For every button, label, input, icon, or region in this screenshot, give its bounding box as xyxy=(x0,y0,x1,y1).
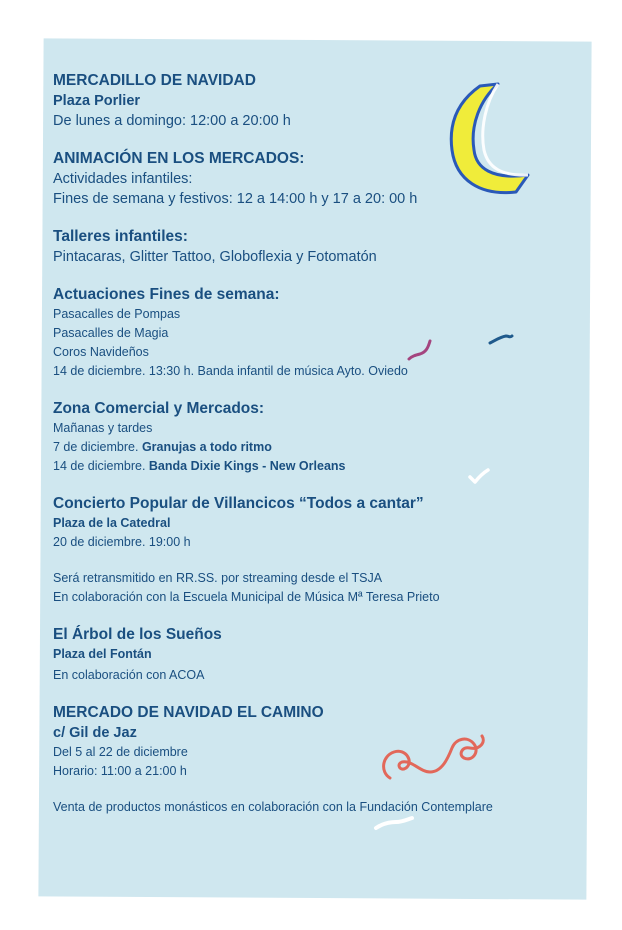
section-line: Mañanas y tardes xyxy=(53,421,153,435)
section-title: MERCADO DE NAVIDAD EL CAMINO xyxy=(53,704,324,721)
section-actuaciones xyxy=(53,284,593,381)
event-list xyxy=(53,70,593,834)
event-date: 14 de diciembre. xyxy=(53,459,146,473)
section-line: Actividades infantiles: xyxy=(53,171,193,187)
section-line xyxy=(53,438,593,457)
event-name: Granujas a todo ritmo xyxy=(141,440,272,454)
event-date: 7 de diciembre. xyxy=(53,440,139,454)
section-place: Plaza del Fontán xyxy=(53,647,152,661)
list-item: 14 de diciembre. 13:30 h. Banda infantil de música Ayto. Oviedo xyxy=(53,364,408,378)
section-title: Talleres infantiles: xyxy=(53,228,188,245)
section-line: Pintacaras, Glitter Tattoo, Globoflexia y Fotomatón xyxy=(53,249,377,265)
section-mercado-camino xyxy=(53,702,593,817)
section-zona-comercial xyxy=(53,398,593,476)
section-dates: Del 5 al 22 de diciembre xyxy=(53,745,188,759)
section-title: Actuaciones Fines de semana: xyxy=(53,286,280,303)
section-date: 20 de diciembre. 19:00 h xyxy=(53,535,191,549)
section-hours: De lunes a domingo: 12:00 a 20:00 h xyxy=(53,113,291,129)
section-animacion xyxy=(53,148,593,209)
section-concierto xyxy=(53,493,593,607)
section-mercadillo xyxy=(53,70,593,131)
section-arbol xyxy=(53,624,593,685)
section-note: En colaboración con ACOA xyxy=(53,668,205,682)
section-talleres xyxy=(53,226,593,267)
section-title: ANIMACIÓN EN LOS MERCADOS: xyxy=(53,150,305,167)
section-note: En colaboración con la Escuela Municipal de Música Mª Teresa Prieto xyxy=(53,590,440,604)
section-title: Zona Comercial y Mercados: xyxy=(53,400,265,417)
section-place: c/ Gil de Jaz xyxy=(53,725,137,741)
section-line xyxy=(53,457,593,476)
section-title: Concierto Popular de Villancicos “Todos a cantar” xyxy=(53,495,424,512)
section-place: Plaza de la Catedral xyxy=(53,516,171,530)
section-note: Será retransmitido en RR.SS. por streaming desde el TSJA xyxy=(53,571,383,585)
event-name: Banda Dixie Kings - New Orleans xyxy=(148,459,346,473)
list-item: Pasacalles de Pompas xyxy=(53,307,181,321)
section-place: Plaza Porlier xyxy=(53,93,141,109)
list-item: Pasacalles de Magia xyxy=(53,326,169,340)
section-title: MERCADILLO DE NAVIDAD xyxy=(53,72,256,89)
section-line: Fines de semana y festivos: 12 a 14:00 h y 17 a 20: 00 h xyxy=(53,191,418,207)
section-hours: Horario: 11:00 a 21:00 h xyxy=(53,764,187,778)
list-item: Coros Navideños xyxy=(53,345,149,359)
section-note: Venta de productos monásticos en colaboración con la Fundación Contemplare xyxy=(53,800,493,814)
section-title: El Árbol de los Sueños xyxy=(53,626,222,643)
